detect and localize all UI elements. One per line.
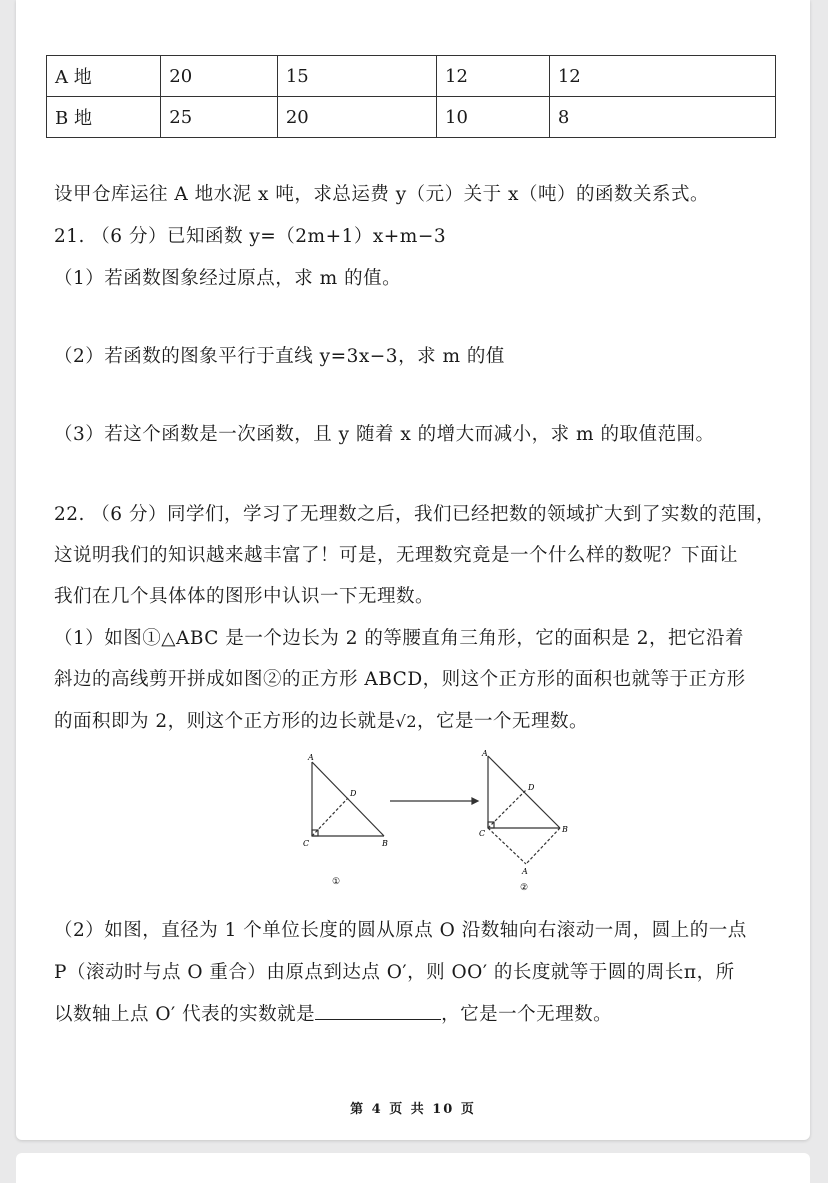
figure-1-triangle [312,762,384,836]
label-a: A [308,753,314,762]
text-span: ，它是一个无理数。 [441,1004,613,1025]
table-cell: B 地 [47,97,161,138]
caption-figure-1: ① [332,877,341,887]
arrow-icon [390,798,478,804]
text-line: 我们在几个具体体的图形中认识一下无理数。 [54,586,435,607]
text-line [54,1000,612,1026]
label-d: D [350,789,357,798]
label-b: B [562,825,568,834]
text-line [54,707,588,733]
question-21-part-3: （3）若这个函数是一次函数，且 y 随着 x 的增大而减小，求 m 的取值范围。 [54,424,715,445]
figure-2-square [488,756,560,864]
text-span: 以数轴上点 O′ 代表的实数就是 [54,1004,316,1025]
label-c: C [479,829,486,838]
table-cell: 20 [277,97,436,138]
text-span: 的面积即为 2，则这个正方形的边长就是 [54,711,396,732]
table-cell: A 地 [47,56,161,97]
document-page [16,0,810,1140]
table-row [47,56,776,97]
table-cell: 12 [549,56,775,97]
label-a: A [482,749,488,758]
label-d: D [528,783,535,792]
question-21-part-1: （1）若函数图象经过原点，求 m 的值。 [54,268,402,289]
triangle-square-figure [276,748,576,896]
caption-figure-2: ② [520,883,529,893]
table-cell: 25 [161,97,278,138]
text-line: 这说明我们的知识越来越丰富了！可是，无理数究竟是一个什么样的数呢？下面让 [54,545,739,566]
table-cell: 15 [277,56,436,97]
text-line: P（滚动时与点 O 重合）由原点到达点 O′，则 OO′ 的长度就等于圆的周长π，所 [54,962,735,983]
next-page-edge [16,1153,810,1183]
table-cell: 8 [549,97,775,138]
question-21-title: 21. （6 分）已知函数 y=（2m+1）x+m−3 [54,226,447,247]
sqrt-two: √2 [395,712,418,731]
text-line: 斜边的高线剪开拼成如图②的正方形 ABCD，则这个正方形的面积也就等于正方形 [54,669,746,690]
label-a: A [522,867,528,876]
label-b: B [382,839,388,848]
text-span: ，它是一个无理数。 [417,711,589,732]
table-cell: 20 [161,56,278,97]
text-line: 设甲仓库运往 A 地水泥 x 吨，求总运费 y（元）关于 x（吨）的函数关系式。 [54,184,709,205]
table-cell: 12 [437,56,550,97]
table-cell: 10 [437,97,550,138]
page-number: 第 4 页 共 10 页 [350,1102,476,1117]
freight-table [46,55,776,138]
question-22-part-2: （2）如图，直径为 1 个单位长度的圆从原点 O 沿数轴向右滚动一周，圆上的一点 [54,920,747,941]
table-row [47,97,776,138]
question-22-part-1: （1）如图①△ABC 是一个边长为 2 的等腰直角三角形，它的面积是 2，把它沿着 [54,628,745,649]
label-c: C [303,839,310,848]
question-22-title: 22. （6 分）同学们，学习了无理数之后，我们已经把数的领域扩大到了实数的范围， [54,504,775,525]
question-21-part-2: （2）若函数的图象平行于直线 y=3x−3，求 m 的值 [54,346,505,367]
answer-blank[interactable] [315,1001,441,1020]
